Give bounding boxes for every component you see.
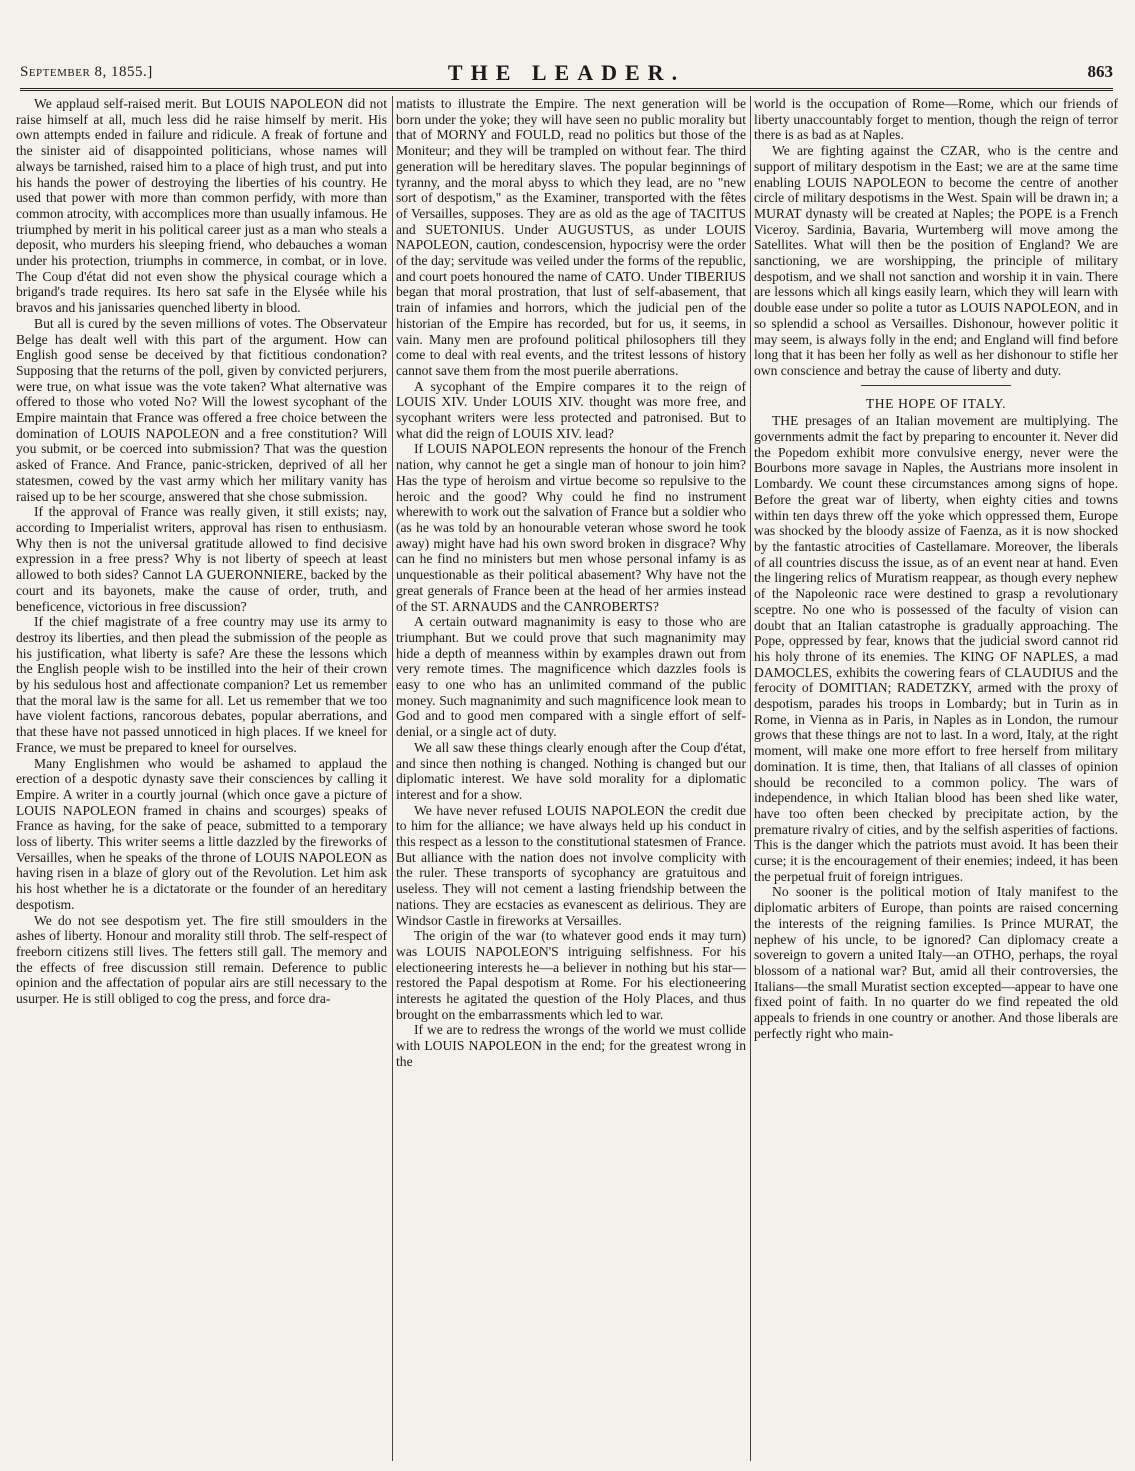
paragraph: THE presages of an Italian movement are multiplying. The governments admit the fact by preparing to encounter it. Never did the Popedom exhibit more convulsive energy, never were the Bourbons more savage in Naples, the Austrians more insolent in Lombardy. We count these circumstances among signs of hope. Before the great war of liberty, when eighty cities and towns within ten days threw off the yoke which oppressed them, Europe was shocked by the bloody assize of Faenza, as it is now shocked by the fantastic atrocities of Castellamare. Moreover, the liberals of all countries discuss the issue, as of an event near at hand. Even the lingering relics of Muratism reappear, as though every nephew of the Napoleonic race were destined to grasp a revolutionary sceptre. No one who is possessed of the faculty of vision can doubt that an Italian catastrophe is gradually approaching. The Pope, oppressed by fear, knows that the judicial sword cannot rid his holy throne of its enemies. The KING OF NAPLES, a mad DAMOCLES, exhibits the cowering fears of CLAUDIUS and the ferocity of DOMITIAN; RADETZKY, armed with the proxy of despotism, parades his troops in Lombardy; but in Turin as in Rome, in Vienna as in Paris, in Naples as in London, the rumour grows that these things are not to last. In a word, Italy, at the right moment, will make one more effort to free herself from military domination. It is time, then, that Italians of all classes of opinion should be reconciled to a common policy. The wars of independence, in which Italian blood has been shed like water, have too often been checked by precipitate action, by the premature rivalry of cities, and by the selfish asperities of factions. This is the danger which the patriots must avoid. It has been their curse; it is the encouragement of their enemies; indeed, it has been the perpetual fruit of foreign intrigues.	[754, 413, 1118, 884]
masthead	[20, 58, 1113, 91]
paragraph: If the chief magistrate of a free country may use its army to destroy its liberties, and then plead the submission of the people as his justification, what liberty is safe? Are these the lessons which the English people wish to be instilled into the heir of their crown by his sedulous host and affectionate companion? Let us remember that the moral law is the same for all. Let us remember that we too have violent factions, rancorous debates, popular aberrations, and that these have not passed unnoticed in high places. If we kneel for France, we must be prepared to kneel for ourselves.	[16, 614, 387, 755]
paragraph: If LOUIS NAPOLEON represents the honour of the French nation, why cannot he get a single man of honour to join him? Has the type of heroism and virtue become so repulsive to the heroic and the good? Why could he find no instrument wherewith to work out the salvation of France but a soldier who (as he was told by an honourable veteran whose sword he took away) might have had his own sword broken in disgrace? Why can he find no ministers but men whose personal infamy is as unquestionable as their political abasement? Why have not the great generals of France been at the head of her armies instead of the ST. ARNAUDS and the CANROBERTS?	[396, 441, 746, 614]
paragraph: matists to illustrate the Empire. The next generation will be born under the yoke; they will have seen no public morality but that of MORNY and FOULD, read no politics but those of the Moniteur; and they will be trampled on without fear. The third generation will be hereditary slaves. The popular beginnings of tyranny, and the moral abyss to which they lead, are no "new sort of despotism," as the Examiner, transported with the fêtes of Versailles, supposes. They are as old as the age of TACITUS and SUETONIUS. Under AUGUSTUS, as under LOUIS NAPOLEON, caution, condescension, hypocrisy were the order of the day; servitude was veiled under the forms of the republic, and court poets honoured the name of CATO. Under TIBERIUS began that moral prostration, that lust of self-abasement, that train of infamies and horrors, which the judicial pen of the historian of the Empire has recorded, but for us, it seems, in vain. Many men are profound political philosophers till they come to deal with real events, and the tritest lessons of history cannot save them from the most puerile aberrations.	[396, 96, 746, 378]
paragraph: The origin of the war (to whatever good ends it may turn) was LOUIS NAPOLEON'S intriguing selfishness. For his electioneering interests he—a believer in nothing but his star—restored the Papal despotism at Rome. For his electioneering interests he agitated the question of the Holy Places, and thus brought on the embarrassments which led to war.	[396, 928, 746, 1022]
paragraph: If we are to redress the wrongs of the world we must collide with LOUIS NAPOLEON in the end; for the greatest wrong in the	[396, 1022, 746, 1069]
column-3	[754, 96, 1118, 1461]
paragraph: We applaud self-raised merit. But LOUIS NAPOLEON did not raise himself at all, much less did he raise himself by merit. His own attempts ended in failure and ridicule. A freak of fortune and the sinister aid of disappointed politicians, whose names will always be tarnished, raised him to a place of high trust, and put into his hands the power of destroying the liberties of his country. He used that power with more than common perfidy, with more than common atrocity, with accomplices more than usually infamous. He triumphed by merit in his political career just as a man who steals a deposit, who murders his sleeping friend, who debauches a woman under his protection, triumphs in commerce, in combat, or in love. The Coup d'état did not even show the physical courage which a brigand's trade requires. Its hero sat safe in the Elysée while his bravos and his janissaries quenched liberty in blood.	[16, 96, 387, 316]
page-number: 863	[1087, 62, 1113, 81]
paragraph: world is the occupation of Rome—Rome, which our friends of liberty unaccountably forget to mention, though the reign of terror there is as bad as at Naples.	[754, 96, 1118, 143]
column-divider	[392, 96, 393, 1461]
paragraph: A certain outward magnanimity is easy to those who are triumphant. But we could prove that such magnanimity may hide a depth of meanness within by examples drawn out from very remote times. The magnificence which dazzles fools is easy to one who has an unlimited command of the public money. Such magnanimity and such magnificence look mean to God and to good men compared with a single effort of self-denial, or a single act of duty.	[396, 614, 746, 740]
paragraph: We all saw these things clearly enough after the Coup d'état, and since then nothing is changed. Nothing is changed but our diplomatic interest. We have sold morality for a diplomatic interest and for a show.	[396, 739, 746, 802]
paragraph: If the approval of France was really given, it still exists; nay, according to Imperialist writers, approval has risen to enthusiasm. Why then is not the universal gratitude allowed to find decisive expression in a free press? Why is not liberty of speech at least allowed to both sides? Cannot LA GUERONNIERE, backed by the court and its bayonets, make the cause of order, truth, and beneficence, victorious in free discussion?	[16, 504, 387, 614]
paragraph: A sycophant of the Empire compares it to the reign of LOUIS XIV. Under LOUIS XIV. thought was more free, and sycophant writers were less protected and patronised. But to what did the reign of LOUIS XIV. lead?	[396, 378, 746, 441]
section-divider	[861, 385, 1011, 386]
paragraph: But all is cured by the seven millions of votes. The Observateur Belge has dealt well with this part of the argument. How can English good sense be deceived by that fictitious condonation? Supposing that the returns of the poll, given by convicted perjurers, were true, on what issue was the vote taken? What alternative was offered to those who voted No? Will the lowest sycophant of the Empire maintain that France was offered a free choice between the domination of LOUIS NAPOLEON and a free constitution? Will you submit, or be coerced into submission? That was the question asked of France. And France, panic-stricken, deprived of all her statesmen, cowed by the vast army which her military vanity has raised up to be her scourge, answered that she chose submission.	[16, 315, 387, 504]
paragraph: No sooner is the political motion of Italy manifest to the diplomatic arbiters of Europe, than points are raised concerning the interests of the reigning families. Is Prince MURAT, the nephew of his uncle, to be ignored? Can diplomacy create a sovereign to govern a united Italy—an OTHO, perhaps, the royal blossom of a national war? But, amid all their controversies, the Italians—the small Muratist section excepted—appear to have one fixed point of faith. In no quarter do we find repeated the old appeals to friends in one country or another. And those liberals are perfectly right who main-	[754, 884, 1118, 1041]
newspaper-title: THE LEADER.	[447, 60, 686, 85]
paragraph: Many Englishmen who would be ashamed to applaud the erection of a despotic dynasty save their consciences by calling it Empire. A writer in a courtly journal (which once gave a picture of LOUIS NAPOLEON framed in chains and scourges) speaks of France as having, for the sake of peace, submitted to a temporary loss of liberty. This writer seems a little dazzled by the fireworks of Versailles, when he speaks of the throne of LOUIS NAPOLEON as having risen in a blaze of glory out of the Revolution. Let him ask his host whether he is a dictatorate or the founder of an hereditary despotism.	[16, 755, 387, 912]
paragraph: We are fighting against the CZAR, who is the centre and support of military despotism in the East; we are at the same time enabling LOUIS NAPOLEON to become the centre of another circle of military despotisms in the West. Spain will be drawn in; a MURAT dynasty will be created at Naples; the POPE is a French Viceroy. Sardinia, Bavaria, Wurtemberg will move among the Satellites. What will then be the position of England? We are sanctioning, we are worshipping, the principle of military despotism, and we shall not sanction and worship it in vain. There are lessons which all kings easily learn, which they will learn with double ease under so polite a tutor as LOUIS NAPOLEON, and in so splendid a school as Versailles. Dishonour, however politic it may seem, is always folly in the end; and England will find before long that it has been her folly as well as her dishonour to stifle her own conscience and betray the cause of liberty and duty.	[754, 143, 1118, 378]
column-divider	[750, 96, 751, 1461]
issue-date: September 8, 1855.]	[20, 64, 153, 80]
paragraph: We do not see despotism yet. The fire still smoulders in the ashes of liberty. Honour and morality still throb. The self-respect of freeborn citizens still lives. The fetters still gall. The memory and the effects of free discussion still remain. Deference to public opinion and the affectation of popular airs are still necessary to the usurper. He is still obliged to cog the press, and force dra-	[16, 912, 387, 1007]
paragraph: We have never refused LOUIS NAPOLEON the credit due to him for the alliance; we have always held up his conduct in this respect as a lesson to the constitutional statesmen of France. But alliance with the nation does not involve complicity with the ruler. These transports of sycophancy are gratuitous and useless. They will not cement a lasting friendship between the nations. They are ecstacies as evanescent as delirious. They are Windsor Castle in fireworks at Versailles.	[396, 802, 746, 928]
section-heading: THE HOPE OF ITALY.	[865, 395, 1007, 411]
column-1	[16, 96, 387, 1461]
column-2	[396, 96, 746, 1461]
